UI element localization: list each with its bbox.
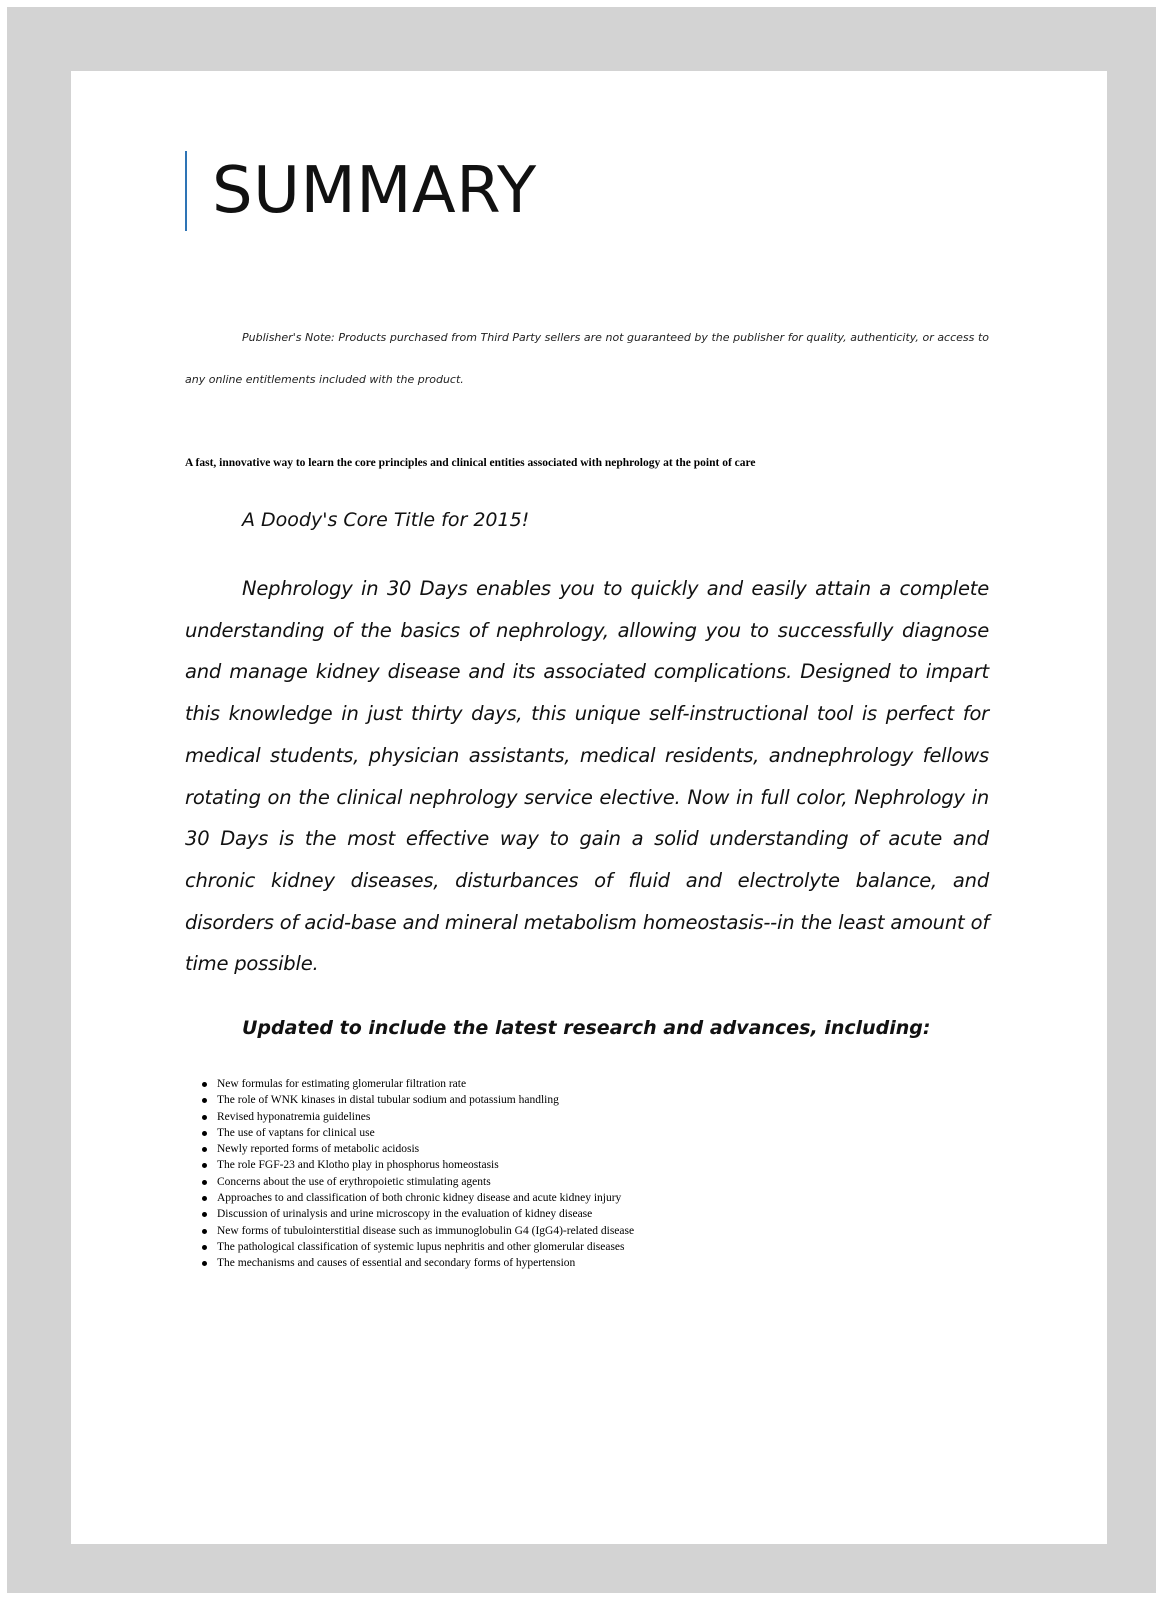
list-item <box>217 1141 634 1157</box>
document-page <box>71 71 1107 1544</box>
bullet-icon <box>202 1261 207 1266</box>
list-item-text: The role FGF-23 and Klotho play in phosphorus homeostasis <box>217 1159 499 1172</box>
bullet-icon <box>202 1082 207 1087</box>
list-item <box>217 1174 634 1190</box>
list-item-text: The pathological classification of systemic lupus nephritis and other glomerular diseases <box>217 1240 625 1253</box>
page-title: SUMMARY <box>212 154 537 228</box>
list-item <box>217 1255 634 1271</box>
list-item <box>217 1223 634 1239</box>
bullet-icon <box>202 1115 207 1120</box>
bullet-icon <box>202 1245 207 1250</box>
updates-list <box>217 1076 634 1272</box>
list-item <box>217 1109 634 1125</box>
list-item-text: New formulas for estimating glomerular filtration rate <box>217 1078 467 1090</box>
list-item-text: Newly reported forms of metabolic acidosis <box>217 1143 420 1156</box>
core-title-line: A Doody's Core Title for 2015! <box>242 509 530 531</box>
list-item-text: The mechanisms and causes of essential and secondary forms of hypertension <box>217 1257 576 1270</box>
publisher-note: Publisher's Note: Products purchased from Third Party sellers are not guaranteed by the publisher for quality, authenticity, or access to any online entitlements included with the product. <box>185 331 989 386</box>
list-item <box>217 1190 634 1206</box>
bullet-icon <box>202 1229 207 1234</box>
bullet-icon <box>202 1131 207 1136</box>
list-item-text: Revised hyponatremia guidelines <box>217 1110 371 1123</box>
tagline: A fast, innovative way to learn the core principles and clinical entities associated with nephrology at the point of care <box>185 457 756 469</box>
title-block <box>185 151 537 231</box>
bullet-icon <box>202 1163 207 1168</box>
bullet-icon <box>202 1212 207 1217</box>
list-item-text: New forms of tubulointerstitial disease such as immunoglobulin G4 (IgG4)-related disease <box>217 1224 635 1237</box>
list-item <box>217 1092 634 1108</box>
list-item <box>217 1076 634 1092</box>
bullet-icon <box>202 1196 207 1201</box>
list-item-text: Concerns about the use of erythropoietic stimulating agents <box>217 1175 491 1188</box>
updates-heading: Updated to include the latest research and advances, including: <box>242 1017 931 1039</box>
list-item <box>217 1157 634 1173</box>
list-item <box>217 1125 634 1141</box>
bullet-icon <box>202 1180 207 1185</box>
list-item-text: Approaches to and classification of both chronic kidney disease and acute kidney injury <box>217 1192 622 1205</box>
description-paragraph: Nephrology in 30 Days enables you to quickly and easily attain a complete understanding of the basics of nephrology, allowing you to successfully diagnose and manage kidney disease and its associated complications. Designed to impart this knowledge in just thirty days, this unique self-instructional tool is perfect for medical students, physician assistants, medical residents, andnephrology fellows rotating on the clinical nephrology service elective. Now in full color, Nephrology in 30 Days is the most effective way to gain a solid understanding of acute and chronic kidney diseases, disturbances of fluid and electrolyte balance, and disorders of acid-base and mineral metabolism homeostasis--in the least amount of time possible. <box>185 577 989 976</box>
list-item-text: Discussion of urinalysis and urine microscopy in the evaluation of kidney disease <box>217 1208 593 1221</box>
list-item <box>217 1239 634 1255</box>
page-frame <box>7 7 1156 1593</box>
list-item <box>217 1206 634 1222</box>
bullet-icon <box>202 1147 207 1152</box>
list-item-text: The role of WNK kinases in distal tubular sodium and potassium handling <box>217 1094 559 1107</box>
bullet-icon <box>202 1098 207 1103</box>
list-item-text: The use of vaptans for clinical use <box>217 1126 375 1139</box>
